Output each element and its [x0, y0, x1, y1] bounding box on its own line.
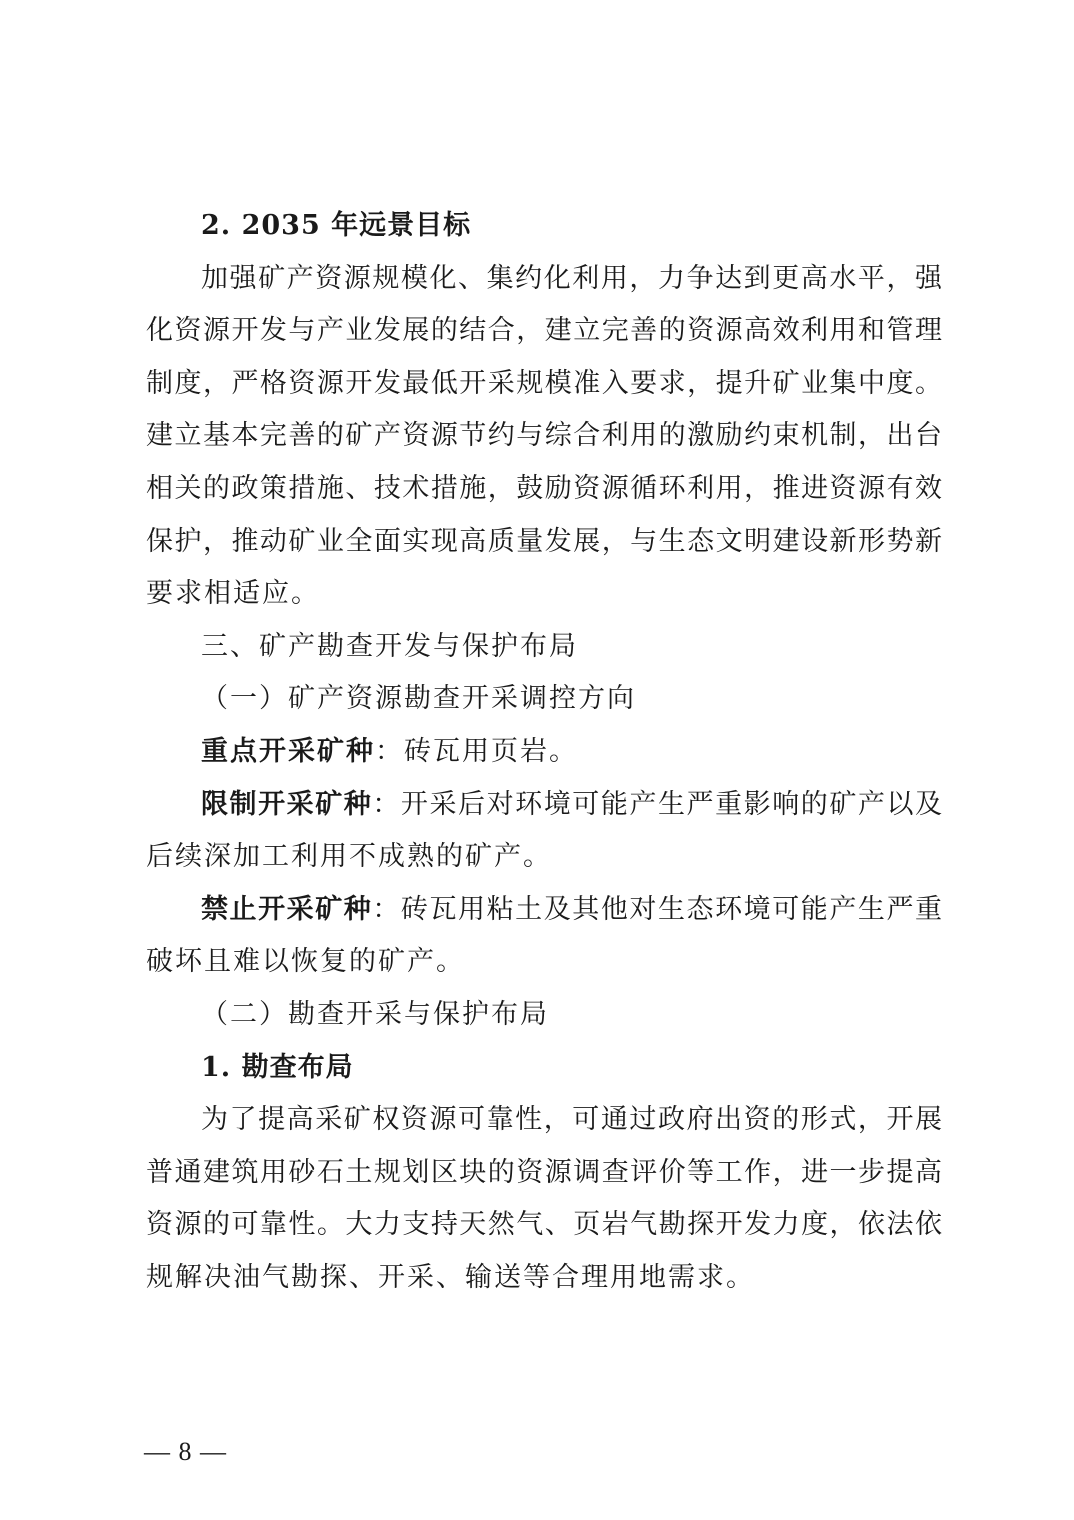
- paragraph-line: 相关的政策措施、技术措施，鼓励资源循环利用，推进资源有效: [146, 472, 942, 504]
- paragraph-line: 加强矿产资源规模化、集约化利用，力争达到更高水平，强: [201, 262, 942, 294]
- paragraph-line: 为了提高采矿权资源可靠性，可通过政府出资的形式，开展: [201, 1104, 942, 1136]
- paragraph-line: 规解决油气勘探、开采、输送等合理用地需求。: [146, 1261, 755, 1293]
- paragraph-line: 化资源开发与产业发展的结合，建立完善的资源高效利用和管理: [146, 315, 942, 347]
- paragraph-line: 资源的可靠性。大力支持天然气、页岩气勘探开发力度，依法依: [146, 1209, 942, 1241]
- page-number: — 8 —: [144, 1437, 227, 1466]
- section-number: 2. 2035: [201, 210, 321, 241]
- prohibited-minerals-text: ：砖瓦用粘土及其他对生态环境可能产生严重: [372, 893, 943, 925]
- paragraph-line: 普通建筑用砂石土规划区块的资源调查评价等工作，进一步提高: [146, 1156, 942, 1188]
- paragraph-line: 要求相适应。: [146, 578, 320, 610]
- exploration-layout-number: 1.: [201, 1051, 232, 1083]
- section-title: 年远景目标: [331, 210, 472, 241]
- exploration-layout-heading: [146, 1042, 942, 1095]
- prohibited-minerals-label: 禁止开采矿种: [201, 893, 373, 925]
- subsection-heading: （二）勘查开采与保护布局: [201, 998, 549, 1030]
- chapter-heading: 三、矿产勘查开发与保护布局: [201, 630, 578, 662]
- key-minerals-line: [146, 726, 942, 779]
- restricted-minerals-label: 限制开采矿种: [201, 788, 373, 820]
- page-content: [146, 200, 942, 1304]
- subsection-heading: （一）矿产资源勘查开采调控方向: [201, 683, 636, 715]
- key-minerals-text: ：砖瓦用页岩。: [375, 735, 578, 767]
- exploration-layout-title: 勘查布局: [241, 1051, 354, 1083]
- prohibited-minerals-continuation: 破坏且难以恢复的矿产。: [146, 946, 465, 978]
- paragraph-line: 制度，严格资源开发最低开采规模准入要求，提升矿业集中度。: [146, 367, 942, 399]
- paragraph-line: 保护，推动矿业全面实现高质量发展，与生态文明建设新形势新: [146, 525, 942, 557]
- paragraph-line: 建立基本完善的矿产资源节约与综合利用的激励约束机制，出台: [146, 420, 942, 452]
- restricted-minerals-continuation: 后续深加工利用不成熟的矿产。: [146, 841, 552, 873]
- key-minerals-label: 重点开采矿种: [201, 735, 375, 767]
- prohibited-minerals-line: [146, 884, 942, 937]
- restricted-minerals-text: ：开采后对环境可能产生严重影响的矿产以及: [372, 788, 943, 820]
- section-heading-2035-goal: [146, 200, 942, 253]
- restricted-minerals-line: [146, 779, 942, 832]
